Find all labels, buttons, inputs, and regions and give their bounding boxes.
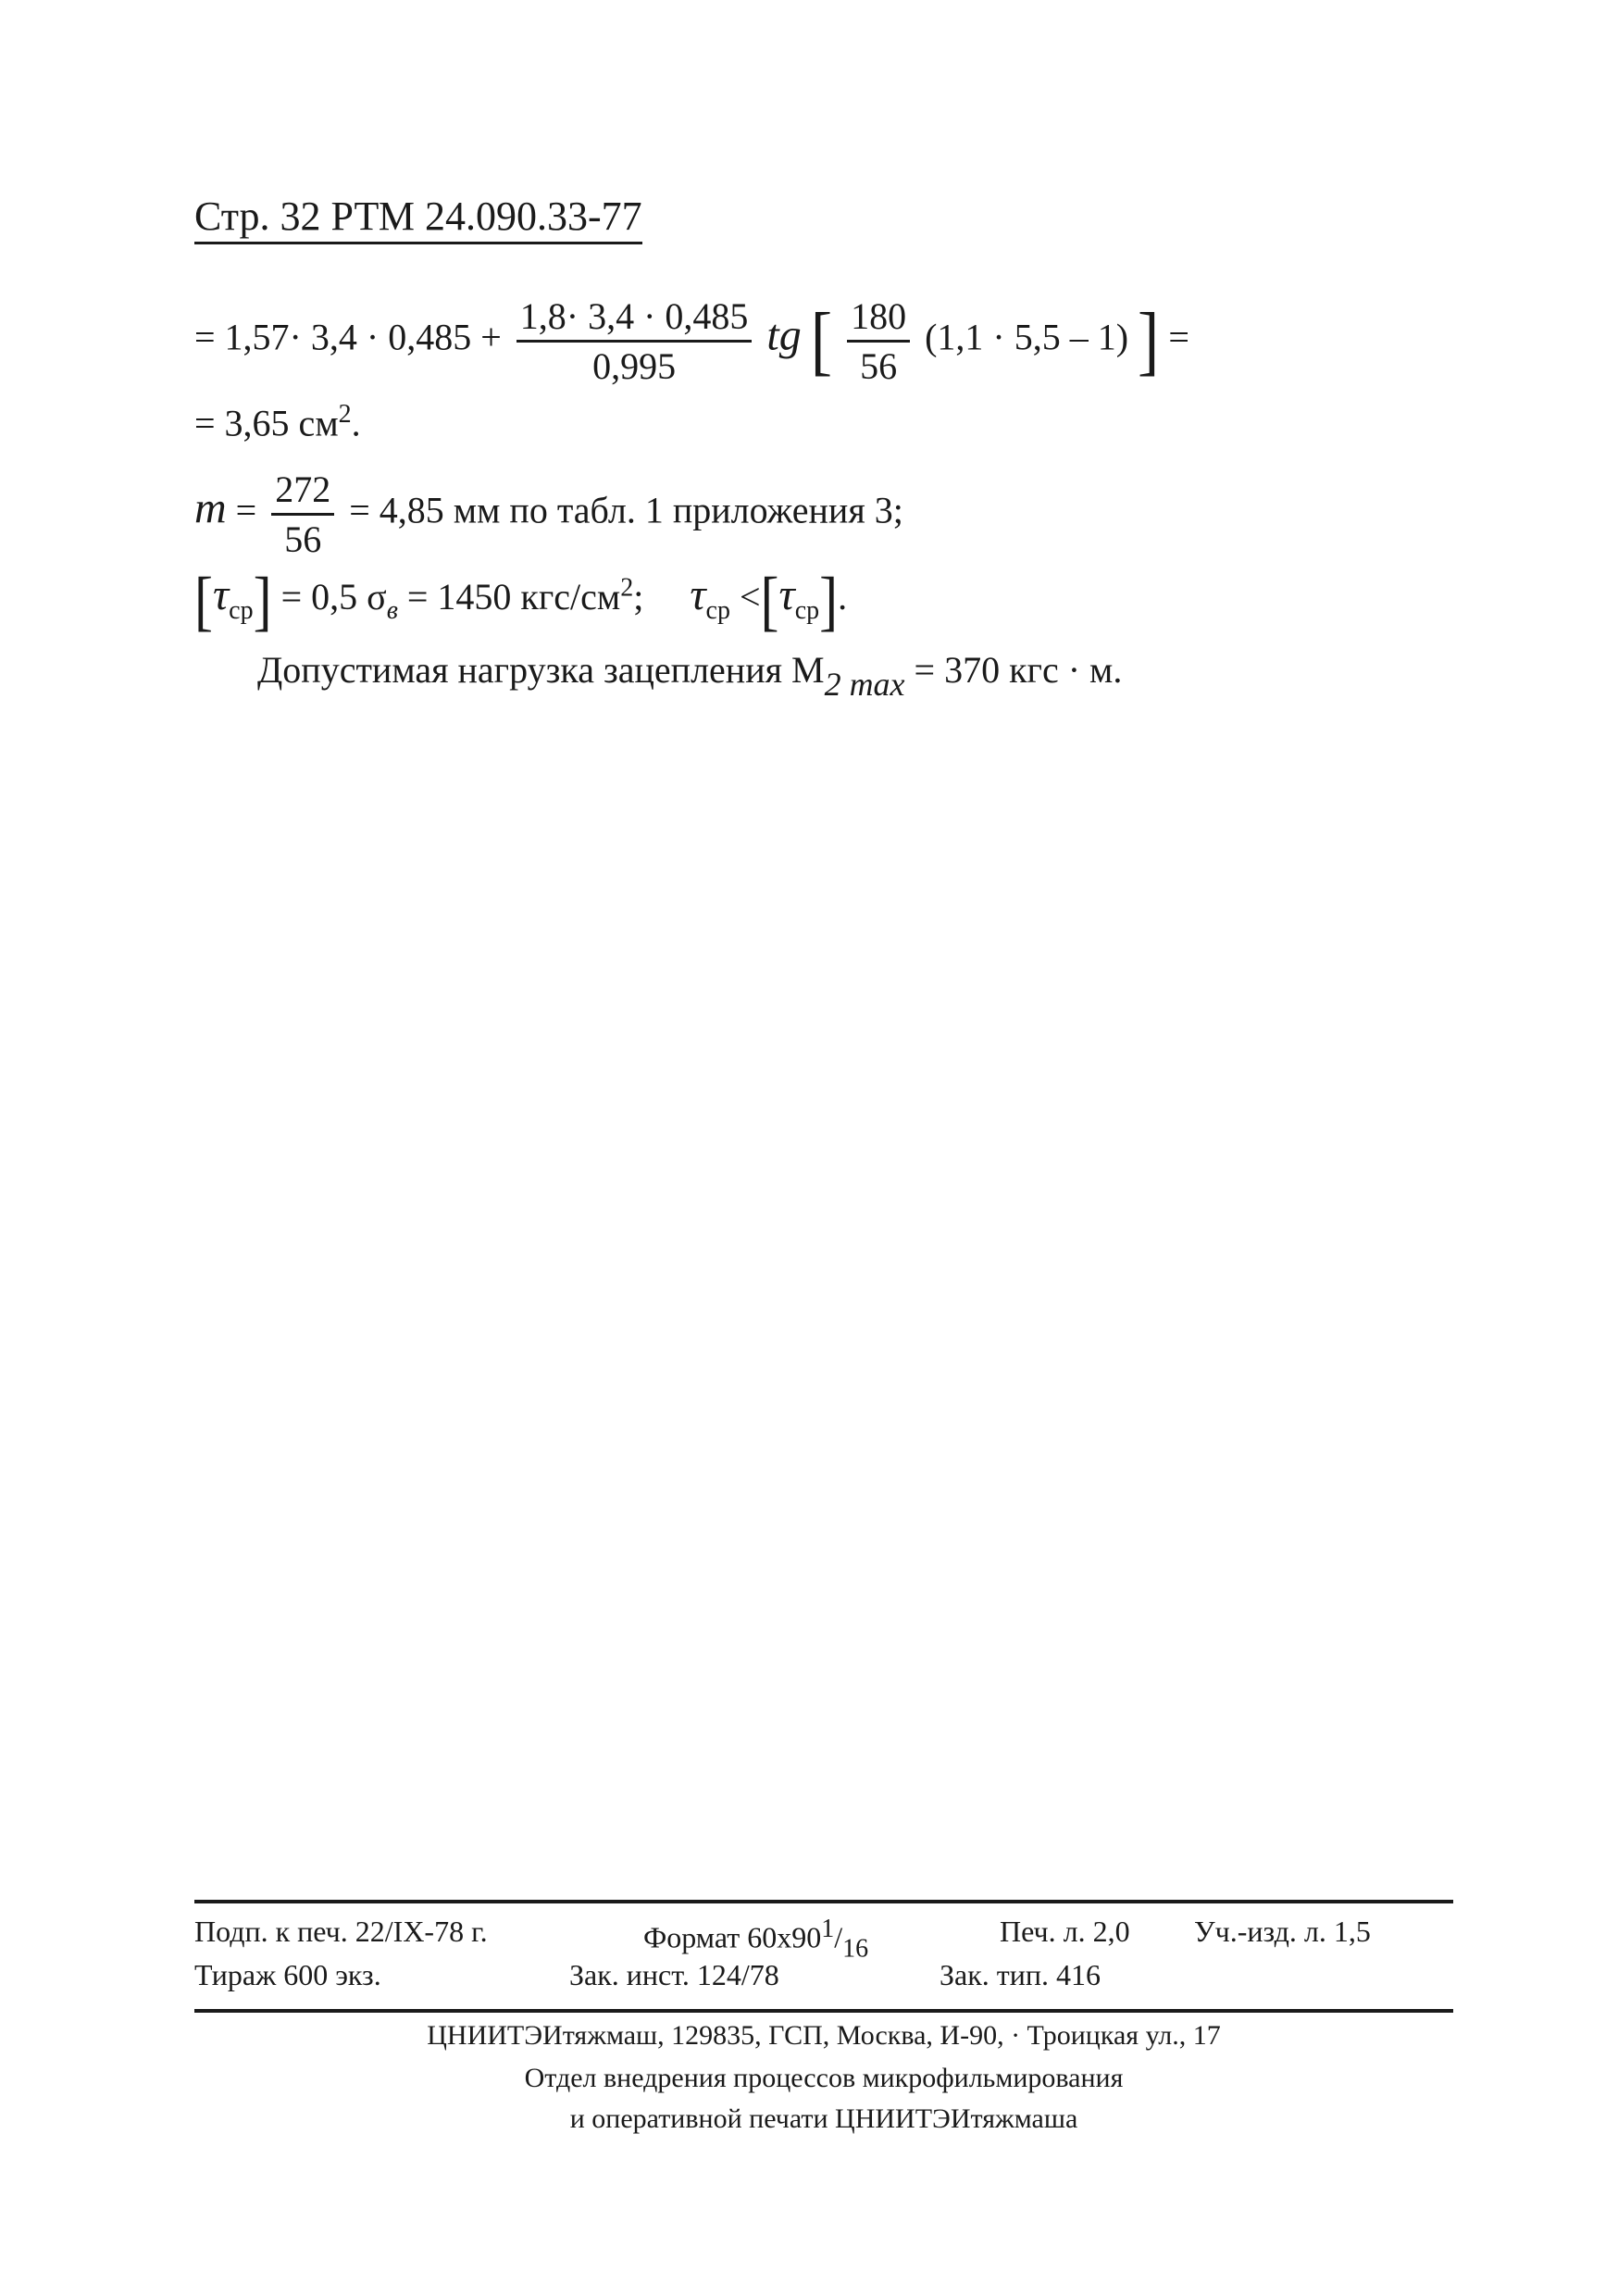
eq3-fraction	[271, 468, 334, 561]
footer-format-sup: 1	[821, 1915, 835, 1943]
footer-top-rule	[194, 1900, 1453, 1903]
eq4-dot: .	[838, 576, 848, 618]
eq3-eq: =	[235, 489, 257, 531]
eq4-tau3: τ	[778, 570, 795, 619]
footer-format-slash: /	[834, 1920, 843, 1954]
eq3-var: m	[194, 483, 227, 533]
eq4-bracket-l: [	[194, 564, 213, 638]
equation-line-4	[194, 564, 848, 638]
eq4-sup: 2	[620, 573, 634, 603]
equation-line-3	[194, 468, 903, 561]
eq4-sigma-sub: в	[386, 596, 398, 625]
footer-publisher-line: ЦНИИТЭИтяжмаш, 129835, ГСП, Москва, И-90, · Троицкая ул., 17	[427, 2020, 1221, 2051]
footer-row-2-b: Зак. инст. 124/78	[569, 1958, 779, 1991]
line5-text: Допустимая нагрузка зацепления М	[257, 649, 825, 691]
equation-line-1	[194, 294, 1189, 388]
eq1-paren: (1,1 · 5,5 – 1)	[925, 316, 1129, 358]
eq4-tau2: τ	[690, 570, 706, 619]
eq1-inner-denominator: 56	[860, 345, 898, 387]
footer-row-1-a: Подп. к печ. 22/IX-78 г.	[194, 1915, 488, 1948]
allowed-load-line	[257, 648, 1122, 704]
eq4-semi: ;	[633, 576, 644, 618]
eq3-denominator: 56	[284, 518, 322, 560]
footer-row-1-d: Уч.-изд. л. 1,5	[1194, 1915, 1371, 1948]
eq4-val: = 1450 кгс/см	[406, 576, 621, 618]
eq3-rest: = 4,85 мм по табл. 1 приложения 3;	[349, 489, 903, 531]
eq1-fraction-numerator: 1,8· 3,4 · 0,485	[517, 294, 753, 343]
eq1-right-bracket: ]	[1138, 297, 1160, 384]
footer-department-line: Отдел внедрения процессов микрофильмирования	[524, 2063, 1124, 2093]
eq4-cp: ср	[229, 596, 254, 625]
footer-bottom-rule	[194, 2009, 1453, 2013]
eq4-cp3: ср	[794, 596, 820, 625]
line5-rest: = 370 кгс · м.	[914, 649, 1123, 691]
eq4-lt: <	[739, 576, 761, 618]
eq1-tg: tg	[766, 310, 802, 360]
eq4-bracket-r: ]	[253, 564, 272, 638]
footer-format: Формат 60х90	[643, 1920, 822, 1954]
line5-sub: 2 max	[824, 666, 905, 703]
eq4-mid: = 0,5 σ	[280, 576, 387, 618]
eq4-tau: τ	[212, 570, 230, 619]
eq3-numerator: 272	[271, 468, 334, 516]
footer-printing-line: и оперативной печати ЦНИИТЭИтяжмаша	[569, 2103, 1078, 2134]
footer-row-1-c: Печ. л. 2,0	[1000, 1915, 1130, 1948]
eq1-left-bracket: [	[810, 297, 833, 384]
eq1-lead: = 1,57· 3,4 · 0,485 +	[194, 316, 502, 358]
eq1-fraction	[517, 294, 753, 388]
eq1-inner-fraction	[847, 294, 910, 388]
eq2-sup: 2	[338, 400, 352, 429]
page-header: Стр. 32 РТМ 24.090.33-77	[194, 193, 642, 244]
equation-line-2	[194, 400, 361, 444]
footer-row-2-a: Тираж 600 экз.	[194, 1958, 381, 1991]
eq1-tail: =	[1168, 316, 1189, 358]
eq1-inner-numerator: 180	[847, 294, 910, 343]
eq1-fraction-denominator: 0,995	[592, 345, 677, 387]
eq2-end: .	[351, 402, 361, 444]
footer-row-2-c: Зак. тип. 416	[940, 1958, 1101, 1991]
eq4-bracket-l2: [	[760, 564, 779, 638]
footer-format-sub: 16	[842, 1934, 869, 1964]
eq4-bracket-r2: ]	[819, 564, 839, 638]
eq2-text: = 3,65 см	[194, 402, 339, 444]
eq4-cp2: ср	[705, 596, 730, 625]
footer-row-1-b	[643, 1915, 868, 1965]
